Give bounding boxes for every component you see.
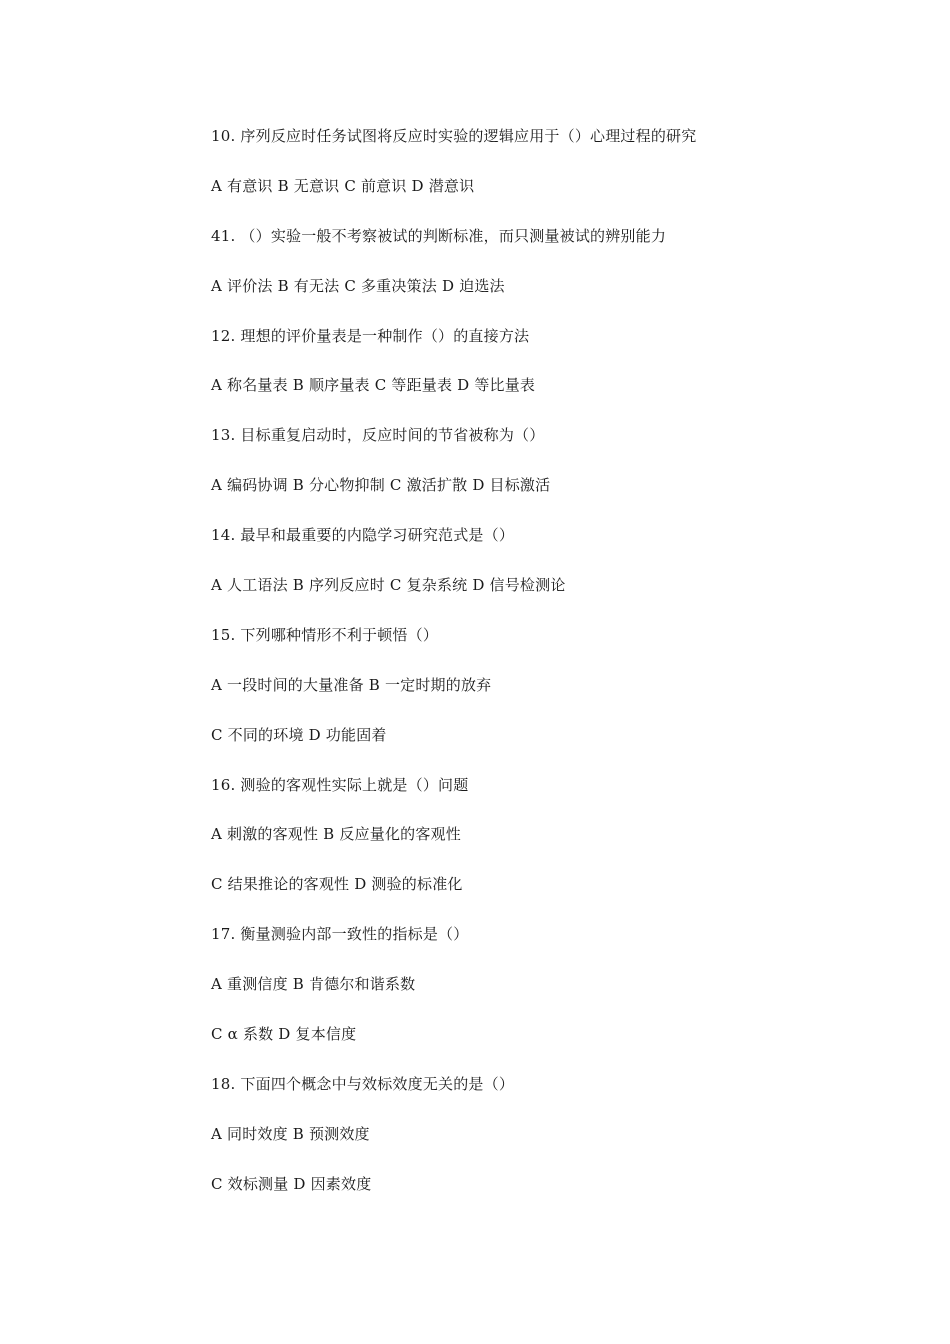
question-17-options-cd: C α 系数 D 复本信度: [211, 1025, 357, 1044]
question-10-options: A 有意识 B 无意识 C 前意识 D 潜意识: [211, 176, 475, 195]
question-14: 14. 最早和最重要的内隐学习研究范式是（）: [211, 526, 515, 545]
question-12-options: A 称名量表 B 顺序量表 C 等距量表 D 等比量表: [211, 376, 536, 395]
question-18: 18. 下面四个概念中与效标效度无关的是（）: [211, 1074, 515, 1093]
question-18-options-ab: A 同时效度 B 预测效度: [211, 1124, 370, 1143]
question-15: 15. 下列哪种情形不利于顿悟（）: [211, 625, 439, 644]
question-13: 13. 目标重复启动时，反应时间的节省被称为（）: [211, 426, 545, 445]
question-17-options-ab: A 重测信度 B 肯德尔和谐系数: [211, 975, 416, 994]
question-10: 10. 序列反应时任务试图将反应时实验的逻辑应用于（）心理过程的研究: [211, 127, 697, 145]
question-13-options: A 编码协调 B 分心物抑制 C 激活扩散 D 目标激活: [211, 476, 551, 495]
question-14-options: A 人工语法 B 序列反应时 C 复杂系统 D 信号检测论: [211, 576, 566, 595]
question-15-options-ab: A 一段时间的大量准备 B 一定时期的放弃: [211, 675, 492, 694]
document-body: [211, 124, 911, 1222]
question-16: 16. 测验的客观性实际上就是（）问题: [211, 775, 469, 794]
question-41: 41. （）实验一般不考察被试的判断标准，而只测量被试的辨别能力: [211, 226, 667, 245]
question-18-options-cd: C 效标测量 D 因素效度: [211, 1174, 372, 1193]
question-16-options-ab: A 刺激的客观性 B 反应量化的客观性: [211, 825, 461, 844]
question-15-options-cd: C 不同的环境 D 功能固着: [211, 725, 387, 744]
question-17: 17. 衡量测验内部一致性的指标是（）: [211, 925, 469, 944]
question-16-options-cd: C 结果推论的客观性 D 测验的标准化: [211, 875, 463, 894]
question-12: 12. 理想的评价量表是一种制作（）的直接方法: [211, 326, 530, 345]
question-41-options: A 评价法 B 有无法 C 多重决策法 D 迫选法: [211, 276, 505, 295]
